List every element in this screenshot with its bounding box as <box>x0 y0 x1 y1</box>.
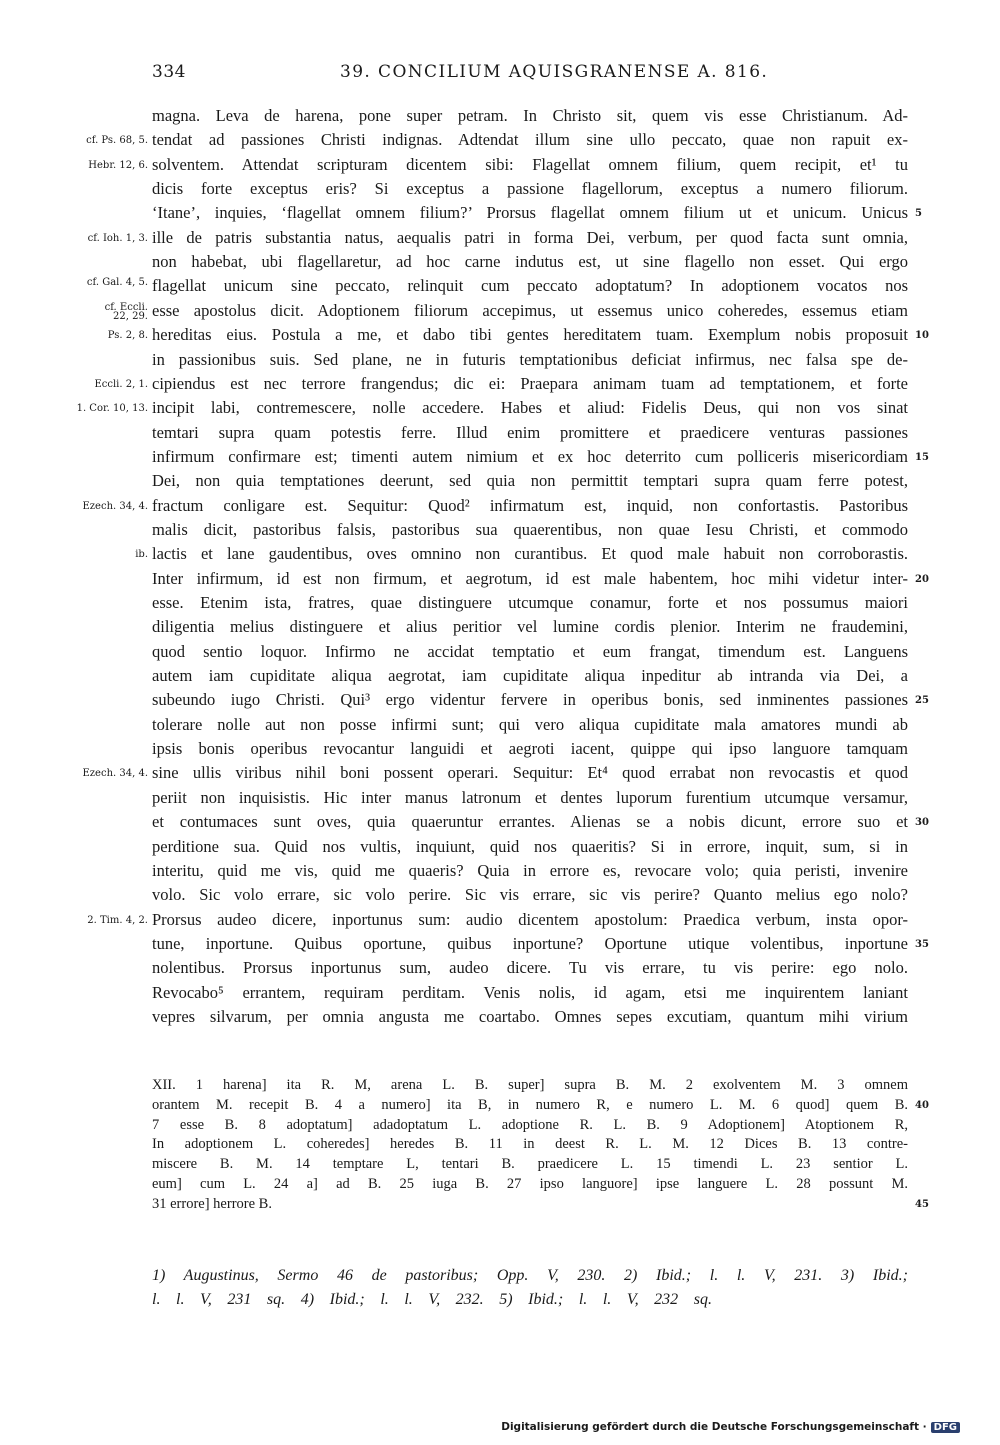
text-line: perditione sua. Quid nos vultis, inquiunt, quid nos quaeritis? Si in errore, inquit, sum, si in <box>152 836 908 856</box>
text-line: cipiendus est nec terrore frangendus; dic ei: Praepara animam tuam ad temptationem, et forte <box>152 373 908 393</box>
text-line: non habebat, ubi flagellaretur, ad hoc carne indutus est, ut sine flagello non esset. Qui ergo <box>152 252 908 272</box>
line-number: 15 <box>915 451 929 463</box>
text-line: tolerare nolle aut non posse infirmi sunt; qui vero aliqua cupiditate mala amatores mundi ab <box>152 714 908 734</box>
apparatus-line-number: 40 <box>915 1099 929 1111</box>
line-number: 30 <box>915 817 929 829</box>
margin-reference: cf. Ioh. 1, 3. <box>87 232 148 244</box>
text-line: flagellat unicum sine peccato, relinquit cum peccato adoptatum? In adoptionem vocatos nos <box>152 276 908 296</box>
apparatus-line: XII. 1 harena] ita R. M, arena L. B. super] supra B. M. 2 exolventem M. 3 omnem <box>152 1077 908 1093</box>
text-line: ipsis bonis operibus revocantur languidi et aegroti iacent, quippe qui ipso languore tamquam <box>152 739 908 759</box>
text-line: fractum conligare est. Sequitur: Quod² infirmatum est, inquid, non confortastis. Pastoribus <box>152 495 908 515</box>
text-line: esse apostolus dicit. Adoptionem filiorum accepimus, ut essemus unico coheredes, essemus etiam <box>152 300 908 320</box>
text-line: vepres silvarum, per omnia angusta me coartabo. Omnes sepes excutiam, quantum mihi virium <box>152 1006 908 1026</box>
margin-reference: 2. Tim. 4, 2. <box>87 914 148 926</box>
apparatus-line: In adoptionem L. coheredes] heredes B. 11 in deest R. L. M. 12 Dices B. 13 contre- <box>152 1136 908 1153</box>
text-line: magna. Leva de harena, pone super petram. In Christo sit, quem vis esse Christianum. Ad- <box>152 106 908 125</box>
margin-reference: cf. Ps. 68, 5. <box>86 135 148 147</box>
margin-reference: 1. Cor. 10, 13. <box>76 403 148 415</box>
line-number: 25 <box>915 695 929 707</box>
margin-reference: Ps. 2, 8. <box>107 330 148 342</box>
text-line: tune, inportune. Quibus oportune, quibus inportune? Oportune utique volentibus, inportune <box>152 933 908 953</box>
text-line: Dei, non quia temptationes deerunt, sed quia non permittit temptari supra quam ferre potest, <box>152 471 908 491</box>
text-line: quod sentio loquor. Infirmo ne accidat temptatio et eum frangat, timendum est. Languens <box>152 641 908 661</box>
source-note-line: 1) Augustinus, Sermo 46 de pastoribus; Opp. V, 230. 2) Ibid.; l. l. V, 231. 3) Ibid.; <box>152 1267 908 1284</box>
text-line: autem iam cupiditate aliqua aegrotat, iam cupiditate aliqua inpeditur ab intranda via Dei, a <box>152 666 908 686</box>
apparatus-line: eum] cum L. 24 a] ad B. 25 iuga B. 27 ipso languore] ipse languere L. 28 possunt M. <box>152 1176 908 1192</box>
line-number: 20 <box>915 573 929 585</box>
text-line: interitu, quid me vis, quid me quaeris? Quia in errore es, revocare volo; quia peristi, invenire <box>152 860 908 880</box>
text-line: esse. Etenim ista, fratres, quae distinguere utcumque conamur, forte et nos possumus maiori <box>152 593 908 612</box>
text-line: solventem. Attendat scripturam dicentem sibi: Flagellat omnem filium, quem recipit, et¹ tu <box>152 154 908 174</box>
running-head: 39. CONCILIUM AQUISGRANENSE A. 816. <box>340 62 769 82</box>
apparatus-line: 7 esse B. 8 adoptatum] adadoptatum L. adoptione R. L. B. 9 Adoptionem] Atoptionem R, <box>152 1116 908 1133</box>
margin-reference: 22, 29. <box>113 310 148 322</box>
text-line: hereditas eius. Postula a me, et dabo tibi gentes hereditatem tuam. Exemplum nobis proposuit <box>152 325 908 345</box>
text-line: in passionibus suis. Sed plane, ne in futuris temptationibus deficiat infirmus, nec falsa spe de- <box>152 349 908 369</box>
apparatus-line-number: 45 <box>915 1198 929 1210</box>
text-line: tendat ad passiones Christi indignas. Adtendat illum sine ullo peccato, quae non rapuit ex- <box>152 130 908 150</box>
text-line: Prorsus audeo dicere, inportunus sum: audio dicentem apostolum: Praedica verbum, insta opor- <box>152 909 908 929</box>
credit-text: Digitalisierung gefördert durch die Deutsche Forschungsgemeinschaft · <box>501 1421 927 1433</box>
apparatus-line: orantem M. recepit B. 4 a numero] ita B, in numero R, e numero L. M. 6 quod] quem B. <box>152 1096 908 1113</box>
margin-reference: cf. Gal. 4, 5. <box>86 277 148 289</box>
text-line: diligentia melius distinguere et alius peritior vel lumine cordis plenior. Interim ne fraudemini, <box>152 617 908 637</box>
text-line: nolentibus. Prorsus inportunus sum, audeo dicere. Tu vis errare, tu vis perire: ego nolo. <box>152 958 908 978</box>
apparatus-line: miscere B. M. 14 temptare L, tentari B. praedicere L. 15 timendi L. 23 sentior L. <box>152 1156 908 1173</box>
apparatus-line: 31 errore] herrore B. <box>152 1195 272 1212</box>
text-line: ‘Itane’, inquies, ‘flagellat omnem filium?’ Prorsus flagellat omnem filium ut et unicum. Unicus <box>152 203 908 223</box>
margin-reference: Ezech. 34, 4. <box>82 500 148 512</box>
text-line: ille de patris substantia natus, aequalis patri in forma Dei, verbum, per quod facta sunt omnia, <box>152 227 908 247</box>
text-line: Inter infirmum, id est non firmum, et aegrotum, id est male habentem, hoc mihi videtur inter- <box>152 568 908 588</box>
margin-reference: Eccli. 2, 1. <box>94 378 148 390</box>
text-line: temtari supra quam potestis ferre. Illud enim promittere et praedicere venturas passiones <box>152 422 908 442</box>
text-line: infirmum confirmare est; timenti autem nimium et ex hoc deterrito cum polliceris misericordiam <box>152 446 908 466</box>
line-number: 10 <box>915 330 929 342</box>
margin-reference: cf. Eccli. <box>104 301 148 313</box>
text-line: lactis et lane gaudentibus, oves omnino non curantibus. Et quod male habuit non corroborastis. <box>152 544 908 564</box>
text-line: volo. Sic volo errare, sic volo perire. Sic vis errare, sic vis perire? Quanto melius ego nolo? <box>152 885 908 905</box>
text-line: incipit labi, contremescere, nolle accedere. Habes et aliud: Fidelis Deus, qui non vos sinat <box>152 398 908 418</box>
text-line: et contumaces sunt oves, quia quaeruntur errantes. Alienas se a nobis dicunt, errore suo et <box>152 812 908 832</box>
dfg-logo: DFG <box>931 1422 960 1433</box>
text-line: malis dicit, pastoribus falsis, pastoribus sua quaerentibus, non quae Iesu Christi, et commodo <box>152 519 908 539</box>
text-line: Revocabo⁵ errantem, requiram perditam. Venis nolis, id agam, etsi me inquirentem laniant <box>152 982 908 1002</box>
line-number: 35 <box>915 938 929 950</box>
text-line: subeundo iugo Christi. Qui³ ergo videntur fervere in operibus bonis, sed inminentes passiones <box>152 690 908 710</box>
margin-reference: Hebr. 12, 6. <box>88 159 148 171</box>
digitization-credit <box>501 1421 960 1433</box>
page-number: 334 <box>152 62 186 82</box>
source-note-line: l. l. V, 231 sq. 4) Ibid.; l. l. V, 232. 5) Ibid.; l. l. V, 232 sq. <box>152 1291 712 1308</box>
line-number: 5 <box>915 208 922 220</box>
text-line: sine ullis viribus nihil boni possent operari. Sequitur: Et⁴ quod errabat non revocastis et quod <box>152 763 908 783</box>
text-line: dicis forte exceptus eris? Si exceptus a passione flagellorum, exceptus a numero filiorum. <box>152 179 908 199</box>
text-line: periit non inquisistis. Hic inter manus latronum et dentes luporum furentium utcumque versamur, <box>152 787 908 807</box>
margin-reference: ib. <box>135 549 148 561</box>
margin-reference: Ezech. 34, 4. <box>82 768 148 780</box>
